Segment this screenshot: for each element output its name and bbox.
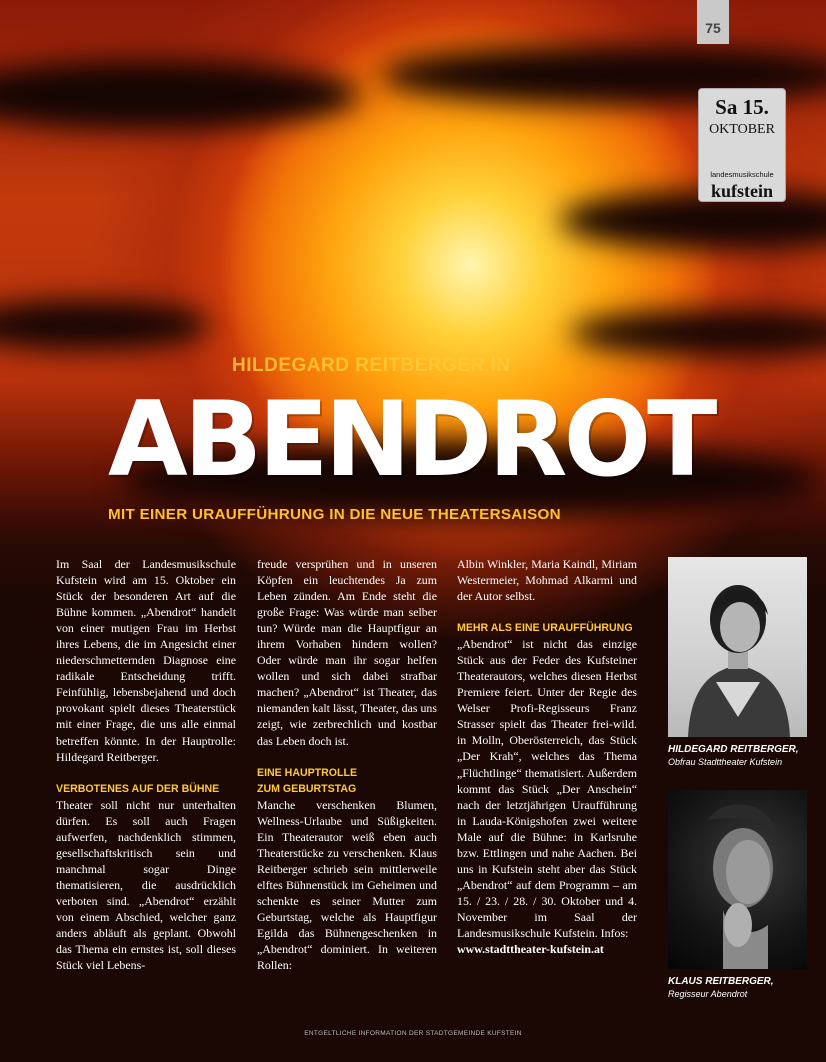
article-column-2 — [257, 556, 437, 973]
website-link[interactable]: www.stadttheater-kufstein.at — [457, 942, 604, 957]
date-day: Sa 15. — [715, 95, 769, 119]
venue-city: kufstein — [710, 181, 773, 201]
page-number: 75 — [697, 0, 729, 44]
section-heading: VERBOTENES AUF DER BÜHNE — [56, 782, 220, 795]
dark-cloud — [0, 300, 210, 350]
article-column-3 — [457, 556, 637, 957]
page-footer: ENTGELTLICHE INFORMATION DER STADTGEMEINDE KUFSTEIN — [304, 1030, 522, 1037]
article-text: „Abendrot“ ist nicht das einzige Stück aus der Feder des Kufsteiner Theaterautors, welches diesen Herbst Premiere feiert. Unter der Regie des Welser Profi-Regisseurs Franz Strasser spielt das Theater frei-wild. in Molln, Oberösterreich, das Stück „Der Krah“, welches das Thema „Flüchtlinge“ thematisiert. Außerdem kommt das Stück „Der Anschein“ nach der letztjährigen Uraufführung in Lauda-Königshofen zwei weitere Male auf die Bühne: in Karlsruhe bzw. Ettlingen und nahe Aachen. Bei uns in Kufstein steht aber das Stück „Abendrot“ auf dem Programm – am 15. / 23. / 28. / 30. Oktober und 4. November im Saal der Landesmusikschule Kufstein. Infos: — [457, 637, 637, 940]
caption-role: Regisseur Abendrot — [668, 989, 748, 999]
dark-cloud — [0, 60, 360, 130]
article-paragraph: Im Saal der Landesmusikschule Kufstein wird am 15. Oktober ein Stück der besonderen Art auf die Bühne kommen. „Abendrot“ handelt von einer mutigen Frau im Herbst ihres Lebens, die im Angesicht einer niederschmetternden Diagnose eine radikale Entscheidung trifft. Feinfühlig, lebensbejahend und doch provokant spielt dieses Theaterstück mit einer Frage, die uns alle einmal betreffen könnte. In der Hauptrolle: Hildegard Reitberger. — [56, 557, 236, 764]
photo-caption — [668, 975, 774, 1001]
caption-role: Obfrau Stadttheater Kufstein — [668, 757, 783, 767]
dark-cloud — [560, 190, 826, 250]
dark-cloud — [570, 310, 826, 356]
venue-line: landesmusikschule — [710, 170, 774, 179]
section-heading-line: ZUM GEBURTSTAG — [257, 782, 357, 795]
article-paragraph: Albin Winkler, Maria Kaindl, Miriam Westermeier, Mohmad Alkarmi und der Autor selbst. — [457, 557, 637, 604]
photo-caption — [668, 743, 799, 769]
portrait-photo-hildegard — [668, 557, 807, 737]
caption-name: HILDEGARD REITBERGER, — [668, 744, 799, 755]
headline-title: ABENDROT — [108, 380, 714, 500]
date-month: OKTOBER — [709, 122, 775, 137]
section-heading — [257, 765, 437, 797]
section-heading: MEHR ALS EINE URAUFFÜHRUNG — [457, 622, 633, 635]
portrait-woman-illustration — [668, 557, 807, 737]
article-paragraph: Manche verschenken Blumen, Wellness-Urlaube und Süßigkeiten. Ein Theaterautor weiß eben auch Theaterstücke zu verschenken. Klaus Reitberger schrieb sein mittlerweile elftes Bühnenstück im Geheimen und schenkte es seiner Mutter zum Geburtstag, welche als Hauptfigur Egilda das Bühnengeschenken in „Abendrot“ dominiert. In weiteren Rollen: — [257, 797, 437, 973]
article-column-1 — [56, 556, 236, 973]
date-box — [698, 88, 786, 202]
article-paragraph: Theater soll nicht nur unterhalten dürfen. Es soll auch Fragen aufwerfen, nachdenklich stimmen, gesellschaftskritisch sein und manchmal sogar Dinge thematisieren, die ausdrücklich verboten sind. „Abendrot“ erzählt von einem Abschied, welcher ganz anders abläuft als geplant. Obwohl das Thema ein ernstes ist, soll dieses Stück viel Lebens- — [56, 797, 236, 973]
article-paragraph — [457, 636, 637, 957]
article-paragraph: freude versprühen und in unseren Köpfen ein leuchtendes Ja zum Leben zünden. Am Ende steht die große Frage: Was würde man selber tun? Würde man die Hauptfigur an ihrem Vorhaben hindern wollen? Oder würde man ihr sogar helfen wollen und sich dabei strafbar machen? „Abendrot“ ist Theater, das niemanden kalt lässt, Theater, das uns zeigt, wie zerbrechlich und kostbar das Leben doch ist. — [257, 557, 437, 748]
portrait-man-illustration — [668, 790, 807, 969]
caption-name: KLAUS REITBERGER, — [668, 976, 774, 987]
headline-kicker: HILDEGARD REITBERGER IN — [232, 355, 511, 376]
section-heading-line: EINE HAUPTROLLE — [257, 766, 358, 779]
headline-subtitle: MIT EINER URAUFFÜHRUNG IN DIE NEUE THEATERSAISON — [108, 506, 561, 523]
portrait-photo-klaus — [668, 790, 807, 969]
